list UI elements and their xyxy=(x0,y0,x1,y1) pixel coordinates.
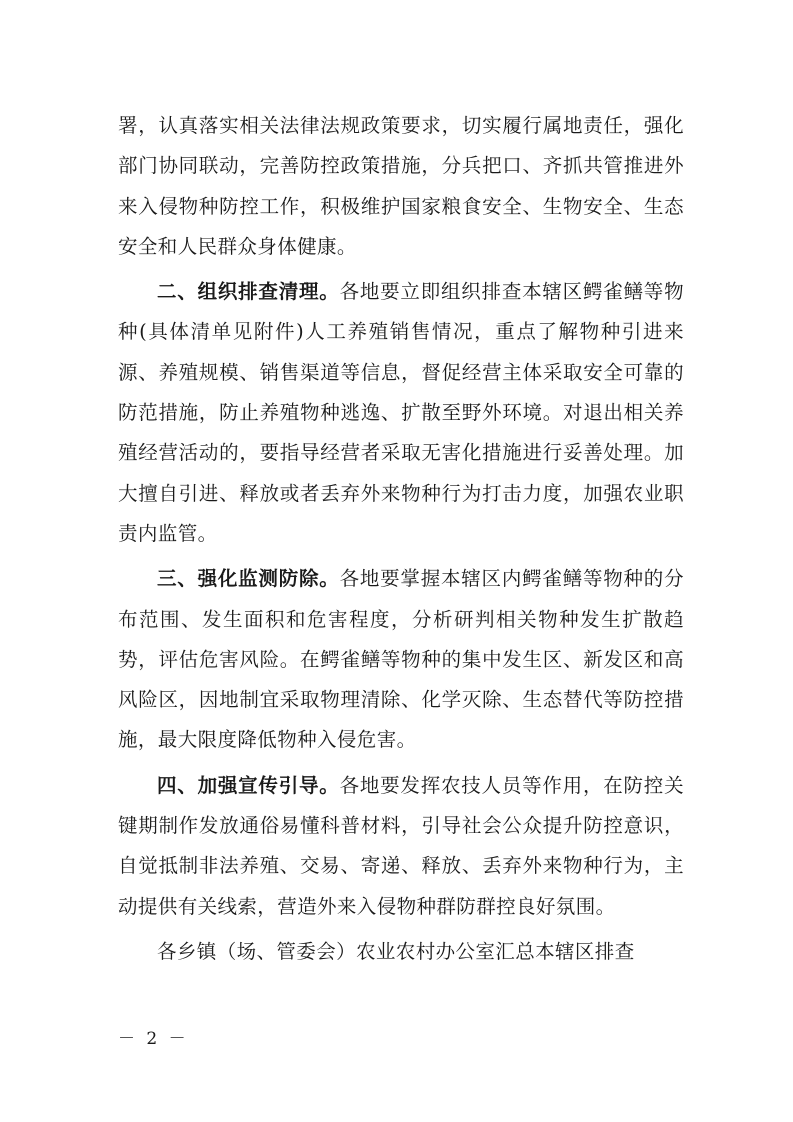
section-three-text: 各地要掌握本辖区内鳄雀鳝等物种的分布范围、发生面积和危害程度，分析研判相关物种发生扩散趋势，评估危害风险。在鳄雀鳝等物种的集中发生区、新发区和高风险区，因地制宜采取物理清除、化学灭除、生态替代等防控措施，最大限度降低物种入侵危害。 xyxy=(118,567,684,752)
section-two-heading: 二、组织排查清理。 xyxy=(157,280,340,304)
section-four-heading: 四、加强宣传引导。 xyxy=(157,773,340,797)
closing-text: 各乡镇（场、管委会）农业农村办公室汇总本辖区排查 xyxy=(157,939,635,963)
paragraph-text: 署，认真落实相关法律法规政策要求，切实履行属地责任，强化部门协同联动，完善防控政策措施，分兵把口、齐抓共管推进外来入侵物种防控工作，积极维护国家粮食安全、生物安全、生态安全和人民群众身体健康。 xyxy=(118,114,684,258)
section-three-paragraph xyxy=(118,559,684,760)
closing-paragraph xyxy=(118,932,684,972)
section-two-paragraph xyxy=(118,272,684,554)
document-body xyxy=(118,106,684,977)
paragraph-continuation xyxy=(118,106,684,267)
section-four-paragraph xyxy=(118,766,684,927)
page-number: － 2 － xyxy=(118,1029,189,1049)
section-three-heading: 三、强化监测防除。 xyxy=(157,567,340,591)
section-two-text: 各地要立即组织排查本辖区鳄雀鳝等物种(具体清单见附件)人工养殖销售情况，重点了解物种引进来源、养殖规模、销售渠道等信息，督促经营主体采取安全可靠的防范措施，防止养殖物种逃逸、扩散至野外环境。对退出相关养殖经营活动的，要指导经营者采取无害化措施进行妥善处理。加大擅自引进、释放或者丢弃外来物种行为打击力度，加强农业职责内监管。 xyxy=(118,280,684,545)
section-four-text: 各地要发挥农技人员等作用，在防控关键期制作发放通俗易懂科普材料，引导社会公众提升防控意识，自觉抵制非法养殖、交易、寄递、释放、丢弃外来物种行为，主动提供有关线索，营造外来入侵物种群防群控良好氛围。 xyxy=(118,773,684,918)
